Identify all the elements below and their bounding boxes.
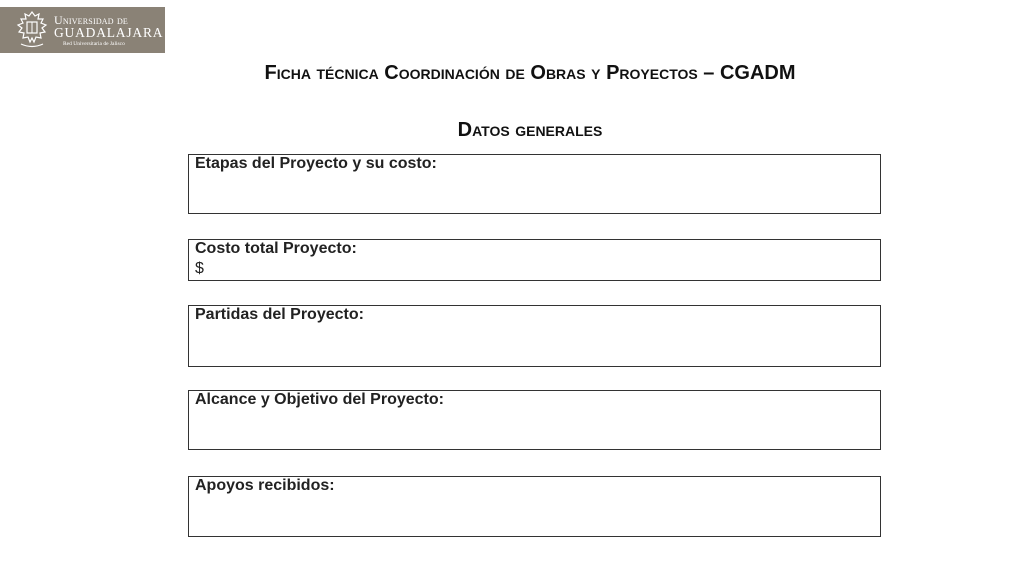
field-label: Partidas del Proyecto: (195, 306, 364, 323)
field-label: Etapas del Proyecto y su costo: (195, 155, 437, 172)
section-title: Datos generales (457, 119, 603, 141)
field-costo-total (188, 239, 881, 281)
field-value: $ (195, 260, 204, 277)
field-label: Alcance y Objetivo del Proyecto: (195, 391, 444, 408)
logo-name-line2: GUADALAJARA (54, 25, 164, 40)
university-logo (0, 7, 165, 53)
logo-name-line1: Universidad de (54, 13, 129, 27)
field-label: Costo total Proyecto: (195, 240, 357, 257)
field-alcance-objetivo (188, 390, 881, 450)
logo-subtitle: Red Universitaria de Jalisco (63, 41, 125, 47)
field-apoyos-recibidos (188, 476, 881, 537)
page-title: Ficha técnica Coordinación de Obras y Proyectos – CGADM (264, 62, 796, 84)
field-etapas-proyecto (188, 154, 881, 214)
field-label: Apoyos recibidos: (195, 477, 335, 494)
university-seal-icon (13, 10, 51, 50)
field-partidas-proyecto (188, 305, 881, 367)
